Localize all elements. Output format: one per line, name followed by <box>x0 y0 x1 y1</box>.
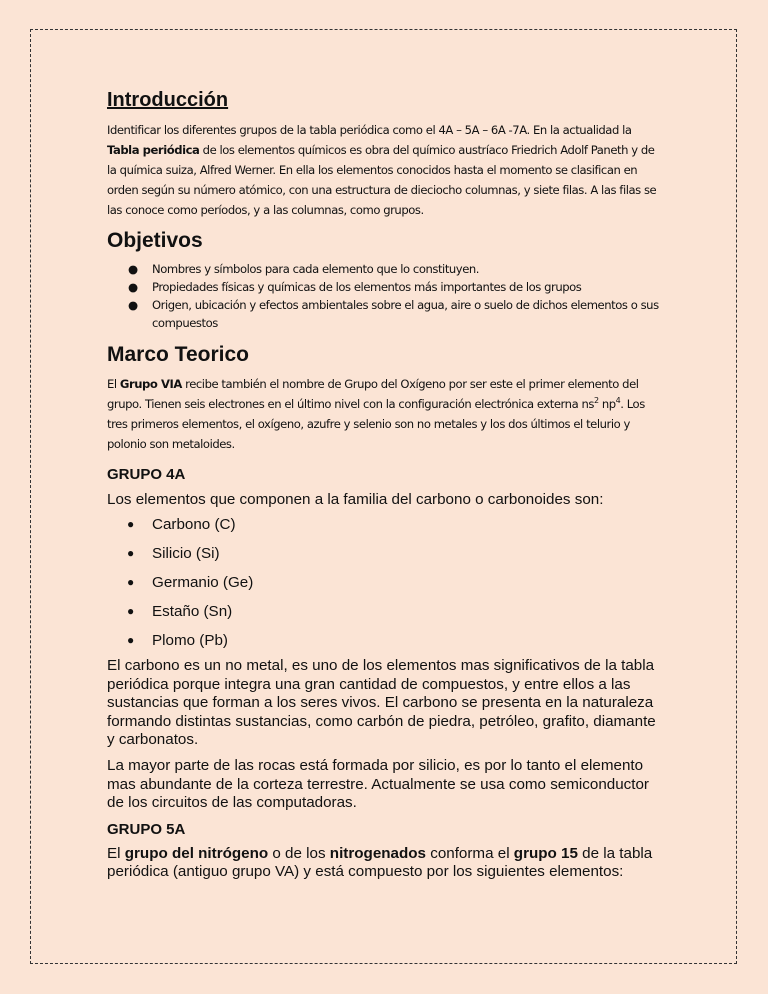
list-item: ● Origen, ubicación y efectos ambientales sobre el agua, aire o suelo de dichos elementos o sus compuestos <box>128 298 659 330</box>
bullet-icon: ● <box>127 517 135 532</box>
intro-paragraph <box>107 120 667 220</box>
list-item: ● Estaño (Sn) <box>107 597 667 626</box>
marco-heading: Marco Teorico <box>107 343 249 366</box>
grupo4a-list <box>107 510 667 655</box>
bullet-icon: ● <box>128 262 138 276</box>
bullet-icon: ● <box>127 575 135 590</box>
bullet-icon: ● <box>127 604 135 619</box>
list-item: ● Nombres y símbolos para cada elemento que lo constituyen. <box>128 262 480 276</box>
list-item: ● Germanio (Ge) <box>107 568 667 597</box>
bullet-icon: ● <box>127 546 135 561</box>
grupo4a-heading: GRUPO 4A <box>107 466 186 483</box>
document-body <box>107 88 667 881</box>
bullet-icon: ● <box>128 280 138 294</box>
bullet-icon: ● <box>127 633 135 648</box>
objetivos-list <box>107 260 667 332</box>
marco-bold: Grupo VIA <box>119 377 182 391</box>
grupo4a-intro: Los elementos que componen a la familia del carbono o carbonoides son: <box>107 491 604 508</box>
intro-bold-term: Tabla periódica <box>107 143 200 157</box>
objetivos-heading: Objetivos <box>107 229 203 252</box>
grupo5a-paragraph: El grupo del nitrógeno o de los nitrogenados conforma el grupo 15 de la tabla periódica (antiguo grupo VA) y está compuesto por los siguientes elementos: <box>107 844 653 881</box>
intro-text-1: Identificar los diferentes grupos de la tabla periódica como el 4A – 5A – 6A -7A. En la actualidad la <box>107 123 632 137</box>
grupo4a-paragraph-1: El carbono es un no metal, es uno de los elementos mas significativos de la tabla periódica porque integra una gran cantidad de compuestos, y entre ellos a las sustancias que forman a los seres vivos. El carbono se presenta en la naturaleza formando distintas sustancias, como carbón de piedra, petróleo, grafito, diamante y carbonatos. <box>107 657 656 749</box>
intro-text-2: de los elementos químicos es obra del químico austríaco Friedrich Adolf Paneth y de la química suiza, Alfred Werner. En ella los elementos conocidos hasta el momento se clasifican en orden según su número atómico, con una estructura de dieciocho columnas, y siete filas. A las filas se las conoce como períodos, y a las columnas, como grupos. <box>107 143 657 217</box>
bullet-icon: ● <box>128 298 138 312</box>
grupo5a-heading: GRUPO 5A <box>107 820 186 838</box>
grupo4a-paragraph-2: La mayor parte de las rocas está formada por silicio, es por lo tanto el elemento mas abundante de la corteza terrestre. Actualmente se usa como semiconductor de los circuitos de las computadoras. <box>107 757 649 812</box>
marco-paragraph: El Grupo VIA recibe también el nombre de Grupo del Oxígeno por ser este el primer elemento del grupo. Tienen seis electrones en el último nivel con la configuración electrónica externa $ns^2$ $np^4$. Los tres primeros elementos, el oxígeno, azufre y selenio son no metales y los dos últimos el telurio y polonio son metaloides. <box>107 377 645 451</box>
intro-heading: Introducción <box>107 89 229 111</box>
list-item: ● Propiedades físicas y químicas de los elementos más importantes de los grupos <box>128 280 582 294</box>
list-item: ● Silicio (Si) <box>107 539 667 568</box>
list-item: ● Carbono (C) <box>107 510 667 539</box>
list-item: ● Plomo (Pb) <box>107 626 667 655</box>
